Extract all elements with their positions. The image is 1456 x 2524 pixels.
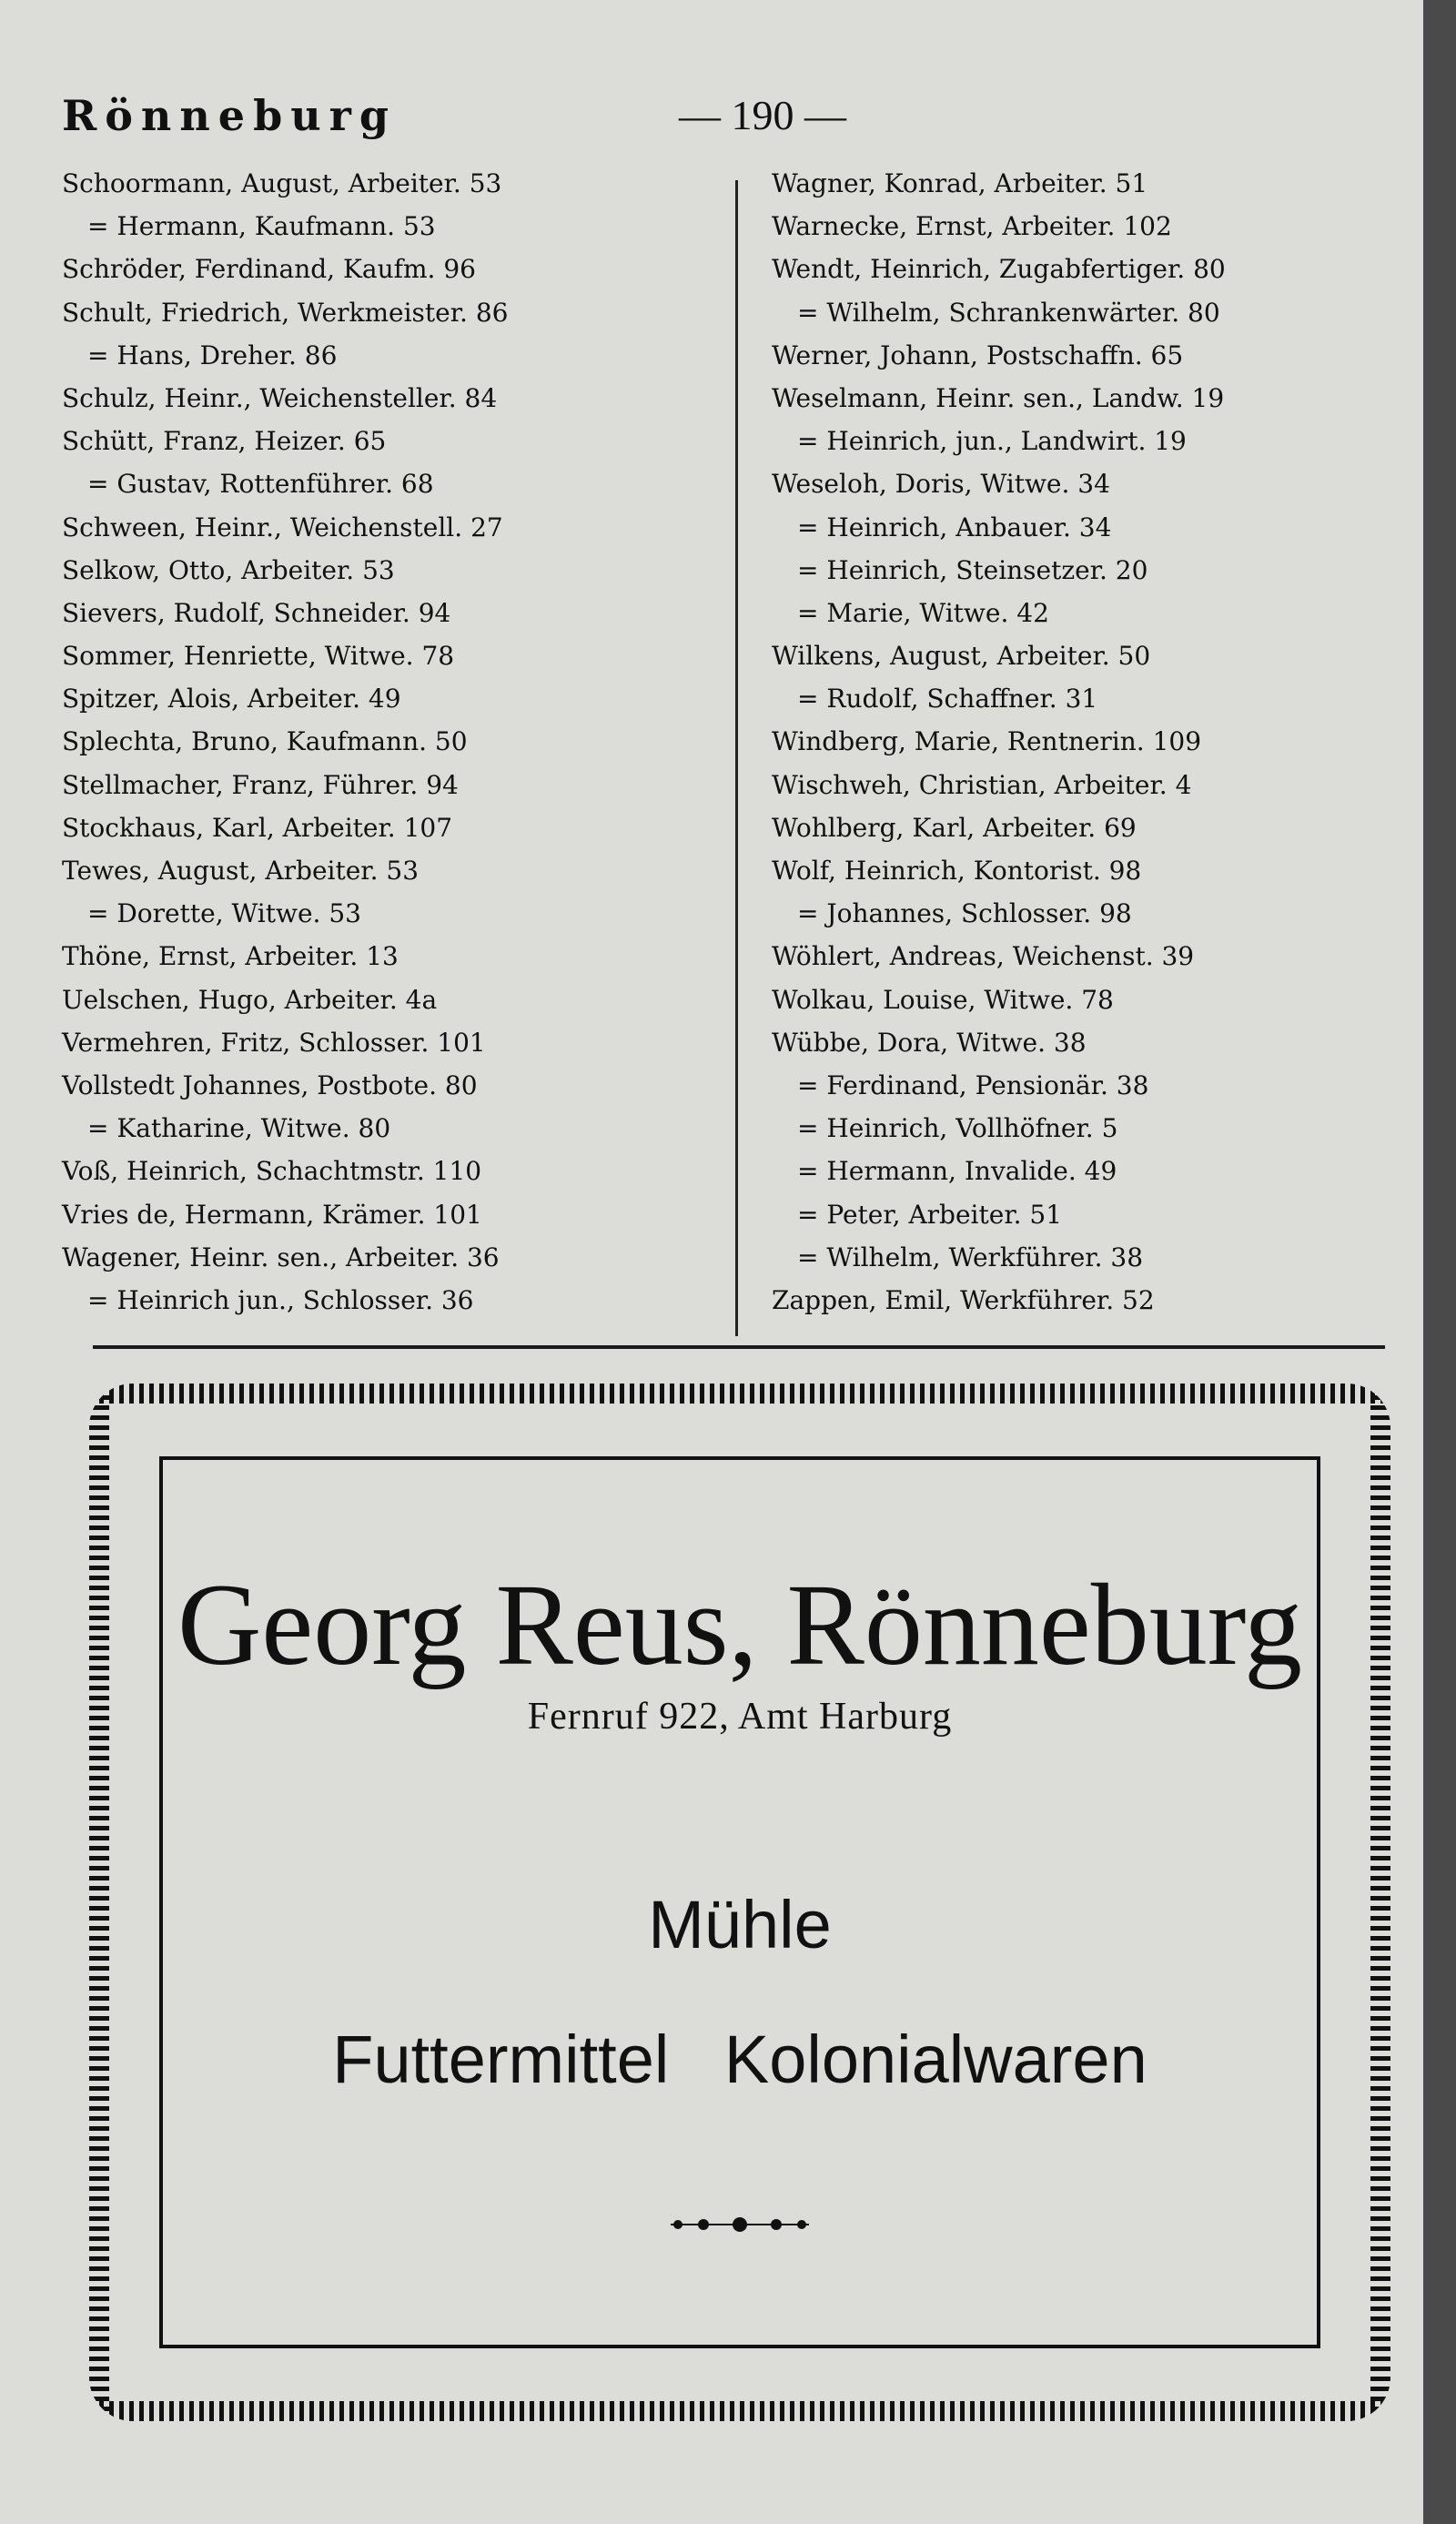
ad-phone: Fernruf 922, Amt Harburg xyxy=(527,1696,953,1738)
page-number: — 190 — xyxy=(679,92,846,138)
directory-entry: Wolkau, Louise, Witwe. 78 xyxy=(772,984,1114,1015)
directory-entry: = Wilhelm, Schrankenwärter. 80 xyxy=(797,297,1220,328)
directory-entry: = Heinrich, Steinsetzer. 20 xyxy=(797,554,1148,585)
directory-entry: Uelschen, Hugo, Arbeiter. 4a xyxy=(62,984,438,1015)
directory-entry: Wischweh, Christian, Arbeiter. 4 xyxy=(772,769,1192,800)
section-rule xyxy=(93,1345,1385,1349)
directory-entry: Sommer, Henriette, Witwe. 78 xyxy=(62,641,455,672)
directory-entry: Selkow, Otto, Arbeiter. 53 xyxy=(62,554,395,585)
directory-entry: Vries de, Hermann, Krämer. 101 xyxy=(62,1199,482,1230)
page-edge xyxy=(1423,0,1456,2524)
directory-entry: Vermehren, Fritz, Schlosser. 101 xyxy=(62,1027,486,1058)
directory-entry: Windberg, Marie, Rentnerin. 109 xyxy=(772,726,1202,757)
directory-entry: = Gustav, Rottenführer. 68 xyxy=(87,469,434,500)
directory-entry: = Peter, Arbeiter. 51 xyxy=(797,1199,1063,1230)
directory-entry: Voß, Heinrich, Schachtmstr. 110 xyxy=(62,1156,482,1187)
directory-entry: Spitzer, Alois, Arbeiter. 49 xyxy=(62,684,401,715)
directory-entry: = Heinrich jun., Schlosser. 36 xyxy=(87,1284,474,1315)
directory-entry: = Rudolf, Schaffner. 31 xyxy=(797,684,1098,715)
directory-entry: Splechta, Bruno, Kaufmann. 50 xyxy=(62,726,468,757)
directory-entry: Wübbe, Dora, Witwe. 38 xyxy=(772,1027,1087,1058)
directory-entry: = Wilhelm, Werkführer. 38 xyxy=(797,1242,1144,1272)
directory-entry: Warnecke, Ernst, Arbeiter. 102 xyxy=(772,211,1172,242)
column-divider xyxy=(735,180,738,1336)
running-title: Rönneburg xyxy=(62,91,398,140)
directory-entry: Vollstedt Johannes, Postbote. 80 xyxy=(62,1069,478,1100)
ad-line-products: Futtermittel Kolonialwaren xyxy=(332,2022,1148,2097)
directory-entry: Weseloh, Doris, Witwe. 34 xyxy=(772,469,1110,500)
directory-entry: Tewes, August, Arbeiter. 53 xyxy=(62,856,420,886)
directory-entry: = Johannes, Schlosser. 98 xyxy=(797,898,1132,929)
directory-entry: Stockhaus, Karl, Arbeiter. 107 xyxy=(62,812,453,843)
directory-entry: Weselmann, Heinr. sen., Landw. 19 xyxy=(772,382,1225,413)
right-column xyxy=(772,162,1418,1322)
directory-entry: Zappen, Emil, Werkführer. 52 xyxy=(772,1284,1155,1315)
directory-entry: = Heinrich, jun., Landwirt. 19 xyxy=(797,426,1187,457)
page-header xyxy=(62,91,1390,155)
advertisement-box xyxy=(159,1456,1320,2348)
directory-entry: = Hans, Dreher. 86 xyxy=(87,340,338,370)
directory-entry: Wagener, Heinr. sen., Arbeiter. 36 xyxy=(62,1242,500,1272)
directory-columns xyxy=(62,162,1390,1336)
directory-entry: Wohlberg, Karl, Arbeiter. 69 xyxy=(772,812,1137,843)
left-column xyxy=(62,162,708,1322)
directory-entry: = Hermann, Kaufmann. 53 xyxy=(87,211,436,242)
directory-entry: = Heinrich, Vollhöfner. 5 xyxy=(797,1113,1118,1144)
directory-entry: = Dorette, Witwe. 53 xyxy=(87,898,361,929)
directory-entry: Schoormann, August, Arbeiter. 53 xyxy=(62,168,502,198)
directory-entry: = Heinrich, Anbauer. 34 xyxy=(797,512,1112,542)
directory-entry: Sievers, Rudolf, Schneider. 94 xyxy=(62,597,451,628)
directory-entry: Schütt, Franz, Heizer. 65 xyxy=(62,426,387,457)
ad-line-muehle: Mühle xyxy=(648,1887,832,1962)
directory-entry: Wilkens, August, Arbeiter. 50 xyxy=(772,641,1151,672)
ad-company-name: Georg Reus, Rönneburg xyxy=(177,1560,1303,1689)
directory-entry: Wagner, Konrad, Arbeiter. 51 xyxy=(772,168,1148,198)
directory-entry: Schween, Heinr., Weichenstell. 27 xyxy=(62,512,503,542)
directory-entry: Wendt, Heinrich, Zugabfertiger. 80 xyxy=(772,254,1226,285)
directory-entry: Werner, Johann, Postschaffn. 65 xyxy=(772,340,1184,370)
directory-entry: Schult, Friedrich, Werkmeister. 86 xyxy=(62,297,509,328)
directory-entry: Schulz, Heinr., Weichensteller. 84 xyxy=(62,382,498,413)
advertisement-frame xyxy=(89,1384,1390,2421)
ornament-dots-icon xyxy=(667,2215,813,2234)
directory-entry: Wolf, Heinrich, Kontorist. 98 xyxy=(772,856,1142,886)
directory-entry: = Ferdinand, Pensionär. 38 xyxy=(797,1069,1149,1100)
directory-entry: Schröder, Ferdinand, Kaufm. 96 xyxy=(62,254,476,285)
directory-entry: Wöhlert, Andreas, Weichenst. 39 xyxy=(772,941,1195,972)
directory-entry: Stellmacher, Franz, Führer. 94 xyxy=(62,769,459,800)
directory-entry: = Katharine, Witwe. 80 xyxy=(87,1113,391,1144)
directory-entry: = Marie, Witwe. 42 xyxy=(797,597,1049,628)
directory-entry: = Hermann, Invalide. 49 xyxy=(797,1156,1117,1187)
directory-entry: Thöne, Ernst, Arbeiter. 13 xyxy=(62,941,399,972)
